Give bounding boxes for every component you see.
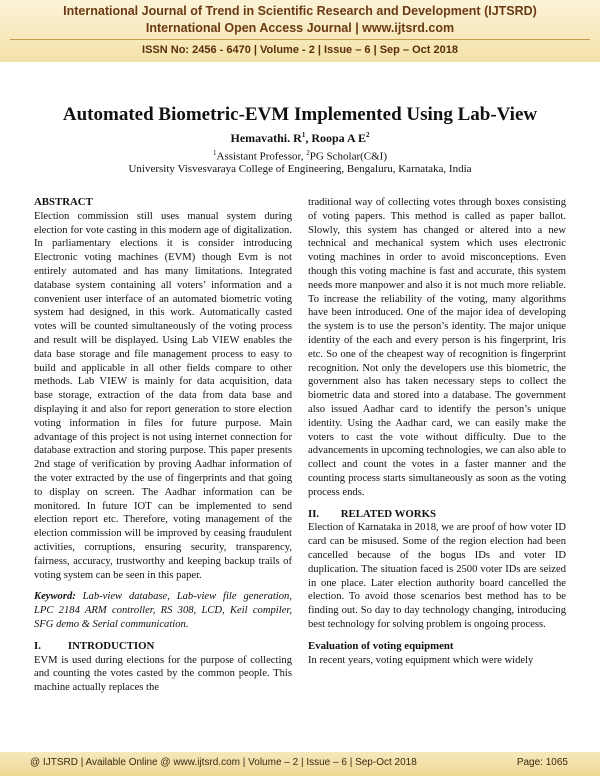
author-separator: ,: [305, 131, 312, 145]
footer-text: @ IJTSRD | Available Online @ www.ijtsrd.com | Volume – 2 | Issue – 6 | Sep-Oct 2018: [30, 757, 417, 768]
keywords-text: Lab-view database, Lab-view file generation, LPC 2184 ARM controller, RS 308, LCD, Keil compiler, SFG demo & Serial communication.: [34, 591, 292, 630]
aff-sup-1: 1: [213, 149, 217, 157]
related-works-heading: II. RELATED WORKS: [308, 507, 436, 520]
aff-sup-2: 2: [306, 149, 310, 157]
left-column: [34, 196, 292, 695]
spacer: [308, 632, 566, 640]
author-institution: University Visvesvaraya College of Engineering, Bengaluru, Karnataka, India: [128, 163, 472, 175]
introduction-text: EVM is used during elections for the purpose of collecting and counting the votes casted by the common people. This machine actually replaces the: [34, 654, 292, 694]
spacer: [308, 500, 566, 508]
author-affiliation-roles: [0, 149, 600, 163]
related-works-text: Election of Karnataka in 2018, we are proof of how voter ID card can be misused. Some of the region election had been cancelled because of the bogus IDs and voter ID duplication. The situation faced is 2500 voter IDs are seized in one place. Later election authority board cancelled the election. To avoid those scenarios best method has to be finding out. So day to day technology changing, introducing best technology for solving problem is ongoing process.: [308, 522, 566, 630]
aff-role-1: Assistant Professor,: [216, 150, 307, 163]
evaluation-text: In recent years, voting equipment which were widely: [308, 654, 534, 666]
spacer: [34, 582, 292, 590]
paper-authors: [0, 131, 600, 146]
author-1-sup: 1: [301, 131, 306, 139]
introduction-continued-text: traditional way of collecting votes through boxes consisting of voting papers. This method is called as paper ballot. Slowly, this system has changed or altered into a new technical and mechanical system which uses electronic voting machines in order to avoid misconceptions. Even though this voting machine is fast and accurate, this system needs more manpower and also it is not much more reliable. To increase the reliability of the voting, many algorithms have been introduced. One of the major idea of developing the system is to use the person’s identity. The major unique identity of the each and every person is his fingerprint, Iris etc. So one of the cheapest way of recognition is fingerprint recognition. Not only the developers use this biometric, the government also has taken necessary steps to collect the biometric data and stored into a database. The government also issued Aadhar card to identify the person’s unique identity. Using the Aadhar card, we can easily make the voters to cast the vote without difficulty. Due to the advancements in upcoming technologies, we can also able to collect and count the votes in a faster manner and the counting process starts simultaneously as soon as the voting process ends.: [308, 197, 566, 498]
right-column: [308, 196, 566, 667]
journal-footer: [0, 752, 600, 776]
spacer: [34, 632, 292, 640]
abstract-text: Election commission still uses manual system during election for vote casting in this modern age of digitalization. In parliamentary elections it is consider introducing Electronic voting machines (EVM) though Evm is not entirely automated and has many limitations. Integrated database system containing all voters’ information and a convenient user interface of an automated biometric voting system had designed, in this work. Automatically casted votes will be counted simultaneously of the voting process and result will be displayed. Using Lab VIEW enables the data base storage and file management process to easy to build and applicable in all other fields compare to other methods. Lab VIEW is mainly for data acquisition, data base storage, extraction of the data from data base and displaying it and also for report generation to store election voting information in files for future purpose. Main advantage of this project is not using internet connection for database extraction and storing purpose. This paper presents 2nd stage of verification by proving Aadhar information of the voter extracted by the use of fingerprints and that going to display on screen. The Aadhar information can be monitored. In future IOT can be implemented to send election report etc. Therefore, voting management of the election commission will be improved by ceasing fraudulent activities, corruptions, ensuring security, transparency, fairness, accuracy, trustworthy and keeping backup trails of voting system can be seen in this paper.: [34, 210, 292, 581]
keywords: [34, 590, 292, 631]
author-1: Hemavathi. R: [230, 131, 302, 145]
header-divider: [10, 39, 590, 40]
abstract-heading: ABSTRACT: [34, 196, 93, 208]
journal-name: International Journal of Trend in Scientific Research and Development (IJTSRD): [63, 4, 537, 18]
evaluation-heading: Evaluation of voting equipment: [308, 639, 454, 652]
journal-header: [0, 0, 600, 62]
paper-title: Automated Biometric-EVM Implemented Using Lab-View: [62, 104, 538, 125]
author-2: Roopa A E: [311, 131, 366, 145]
introduction-heading: I. INTRODUCTION: [34, 639, 155, 652]
journal-subtitle: International Open Access Journal | www.ijtsrd.com: [145, 21, 455, 35]
aff-role-2: PG Scholar(C&I): [309, 150, 387, 163]
issn-line: ISSN No: 2456 - 6470 | Volume - 2 | Issue – 6 | Sep – Oct 2018: [142, 44, 458, 56]
author-2-sup: 2: [366, 131, 370, 139]
page-number: Page: 1065: [516, 757, 568, 768]
keywords-label: Keyword:: [34, 591, 76, 603]
